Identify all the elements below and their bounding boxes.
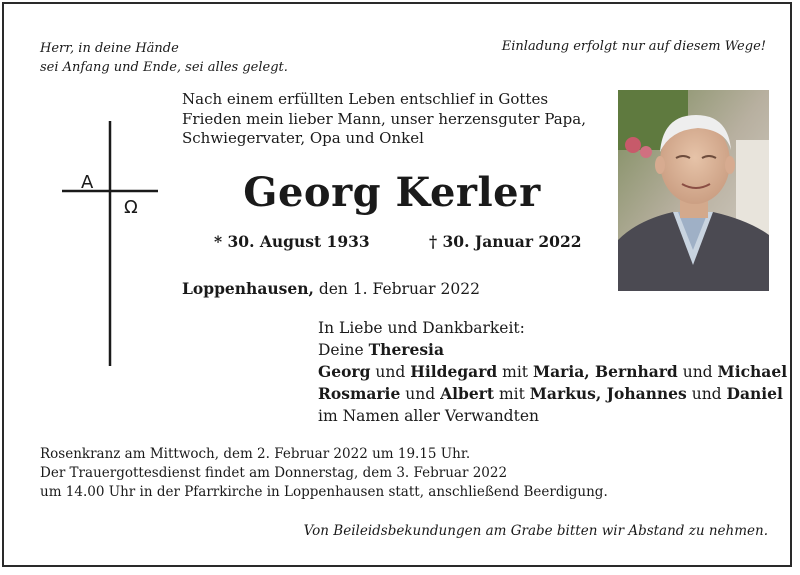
service-line-3: um 14.00 Uhr in der Pfarrkirche in Loppenhausen statt, anschließend Beerdigung.: [40, 484, 608, 500]
invitation-note: Einladung erfolgt nur auf diesem Wege!: [501, 39, 766, 54]
death-date: † 30. Januar 2022: [429, 232, 582, 251]
mourners-relatives: im Namen aller Verwandten: [318, 407, 539, 425]
deceased-name: Georg Kerler: [243, 169, 541, 216]
mourners-line-family-1: Georg und Hildegard mit Maria, Bernhard und Michael: [318, 362, 788, 381]
intro-text: [182, 90, 586, 149]
mourners-line-family-2: Rosmarie und Albert mit Markus, Johannes und Daniel: [318, 384, 783, 403]
portrait-photo: [618, 90, 769, 291]
service-details: [40, 445, 608, 502]
obituary-notice: [2, 2, 792, 567]
place-and-date: [182, 279, 480, 298]
intro-line-1: Nach einem erfüllten Leben entschlief in Gottes: [182, 90, 549, 108]
service-line-2: Der Trauergottesdienst findet am Donnerstag, dem 3. Februar 2022: [40, 465, 508, 481]
closing-note: Von Beileidsbekundungen am Grabe bitten wir Abstand zu nehmen.: [303, 523, 768, 539]
alpha-omega-cross-icon: [62, 121, 158, 366]
wife-name: Theresia: [368, 340, 444, 359]
mourners-line-wife: Deine Theresia: [318, 340, 444, 359]
intro-line-2: Frieden mein lieber Mann, unser herzensguter Papa,: [182, 109, 586, 128]
mourners-list: [318, 317, 787, 427]
verse-line-1: Herr, in deine Hände: [40, 41, 179, 56]
omega-letter: Ω: [124, 197, 138, 218]
verse-line-2: sei Anfang und Ende, sei alles gelegt.: [40, 60, 288, 75]
birth-date: * 30. August 1933: [214, 232, 370, 251]
intro-line-3: Schwiegervater, Opa und Onkel: [182, 129, 424, 147]
alpha-letter: A: [81, 172, 94, 193]
mourners-intro: In Liebe und Dankbarkeit:: [318, 319, 525, 337]
place-name: Loppenhausen,: [182, 279, 314, 298]
service-line-1: Rosenkranz am Mittwoch, dem 2. Februar 2022 um 19.15 Uhr.: [40, 446, 471, 462]
bible-verse: [40, 39, 288, 77]
notice-date: den 1. Februar 2022: [313, 280, 480, 298]
